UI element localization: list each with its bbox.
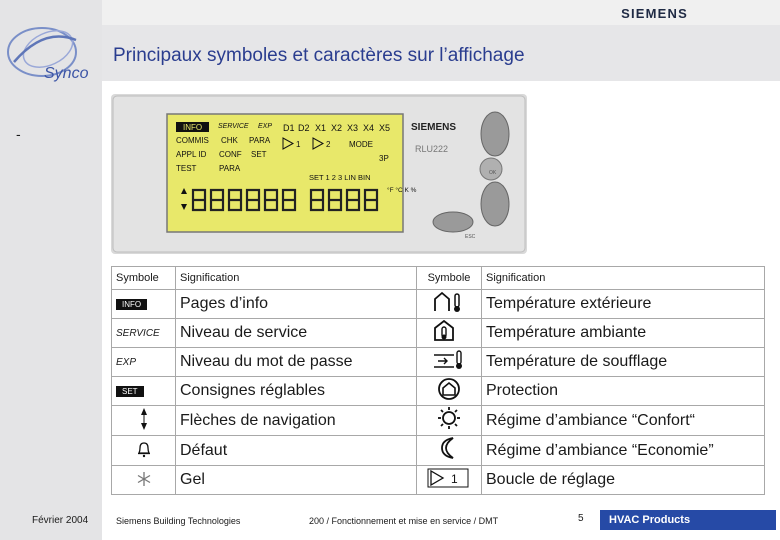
meaning-cell: Consignes réglables: [176, 377, 417, 406]
svg-text:PARA: PARA: [219, 164, 241, 173]
meaning-cell: Température de soufflage: [482, 348, 765, 377]
svg-text:SET 1 2 3 LIN BIN: SET 1 2 3 LIN BIN: [309, 173, 371, 182]
meaning-cell: Niveau du mot de passe: [176, 348, 417, 377]
synco-logo: [4, 22, 100, 84]
page-number: 5: [578, 513, 584, 524]
symbol-cell: [417, 406, 482, 436]
svg-text:COMMIS: COMMIS: [176, 136, 209, 145]
svg-text:2: 2: [326, 140, 331, 149]
table-row: [112, 466, 765, 495]
svg-text:D1: D1: [283, 123, 295, 133]
exp-symbol-cell: EXP: [112, 348, 176, 377]
svg-text:Synco: Synco: [44, 65, 89, 82]
meaning-cell: Régime d’ambiance “Confort“: [482, 406, 765, 436]
table-header-row: [112, 267, 765, 290]
arrows-symbol-cell: [112, 406, 176, 436]
siemens-logo: SIEMENS: [621, 6, 688, 21]
svg-text:X1: X1: [315, 123, 327, 133]
comfort-sun-icon: [432, 406, 466, 430]
room-temperature-icon: [432, 320, 466, 342]
header-meaning: Signification: [176, 267, 417, 290]
svg-text:TEST: TEST: [176, 164, 197, 173]
meaning-cell: Gel: [176, 466, 417, 495]
svg-text:PARA: PARA: [249, 136, 271, 145]
symbol-cell: [417, 348, 482, 377]
meaning-cell: Niveau de service: [176, 319, 417, 348]
fault-symbol-cell: [112, 436, 176, 466]
meaning-cell: Pages d’info: [176, 290, 417, 319]
hvac-products-badge: HVAC Products: [600, 510, 776, 530]
svg-text:MODE: MODE: [349, 140, 373, 149]
header-symbol-right: Symbole: [417, 267, 482, 290]
svg-text:ESC: ESC: [465, 234, 476, 240]
symbol-cell: [417, 290, 482, 319]
svg-text:X5: X5: [379, 123, 391, 133]
meaning-cell: Température extérieure: [482, 290, 765, 319]
svg-text:SERVICE: SERVICE: [218, 123, 249, 130]
symbol-cell: [417, 466, 482, 495]
service-symbol-cell: SERVICE: [112, 319, 176, 348]
svg-text:1: 1: [296, 140, 301, 149]
meaning-cell: Boucle de réglage: [482, 466, 765, 495]
frost-symbol-cell: [112, 466, 176, 495]
symbol-cell: [417, 319, 482, 348]
header-meaning-right: Signification: [482, 267, 765, 290]
table-row: [112, 406, 765, 436]
navigation-arrows-icon: [138, 407, 150, 431]
table-row: [112, 348, 765, 377]
svg-text:X4: X4: [363, 123, 375, 133]
svg-text:CHK: CHK: [221, 136, 238, 145]
svg-text:RLU222: RLU222: [415, 144, 449, 154]
footer-date: Février 2004: [32, 515, 89, 526]
svg-text:SIEMENS: SIEMENS: [411, 122, 457, 133]
protection-icon: [432, 378, 466, 400]
table-row: [112, 436, 765, 466]
symbol-cell: [417, 436, 482, 466]
set-chip: SET: [116, 386, 144, 397]
table-row: [112, 377, 765, 406]
fault-bell-icon: [136, 440, 152, 458]
svg-text:3P: 3P: [379, 154, 389, 163]
table-row: [112, 319, 765, 348]
footer-document: 200 / Fonctionnement et mise en service / DMT: [309, 516, 499, 526]
meaning-cell: Flèches de navigation: [176, 406, 417, 436]
svg-text:APPL ID: APPL ID: [176, 150, 207, 159]
frost-snowflake-icon: [136, 471, 152, 487]
svg-text:D2: D2: [298, 123, 310, 133]
svg-text:X3: X3: [347, 123, 359, 133]
svg-text:°F °C K %: °F °C K %: [387, 187, 417, 194]
info-symbol-cell: [112, 290, 176, 319]
svg-text:EXP: EXP: [258, 123, 273, 130]
bullet-marker: -: [16, 126, 21, 142]
svg-text:1: 1: [451, 471, 458, 486]
svg-text:X2: X2: [331, 123, 343, 133]
meaning-cell: Défaut: [176, 436, 417, 466]
svg-text:INFO: INFO: [183, 123, 203, 132]
symbols-table: [111, 266, 765, 495]
svg-text:OK: OK: [489, 170, 497, 176]
table-row: [112, 290, 765, 319]
svg-text:CONF: CONF: [219, 150, 242, 159]
meaning-cell: Régime d’ambiance “Economie”: [482, 436, 765, 466]
svg-text:SET: SET: [251, 150, 267, 159]
footer-company: Siemens Building Technologies: [116, 516, 241, 526]
outdoor-temperature-icon: [432, 291, 466, 313]
set-symbol-cell: [112, 377, 176, 406]
rlu222-controller-image: [111, 94, 527, 254]
symbol-cell: [417, 377, 482, 406]
supply-temperature-icon: [432, 349, 466, 371]
page-title: Principaux symboles et caractères sur l’affichage: [113, 45, 525, 66]
info-chip: INFO: [116, 299, 147, 310]
economy-moon-icon: [432, 436, 466, 460]
header-symbol: Symbole: [112, 267, 176, 290]
meaning-cell: Protection: [482, 377, 765, 406]
meaning-cell: Température ambiante: [482, 319, 765, 348]
control-loop-icon: [427, 467, 471, 489]
